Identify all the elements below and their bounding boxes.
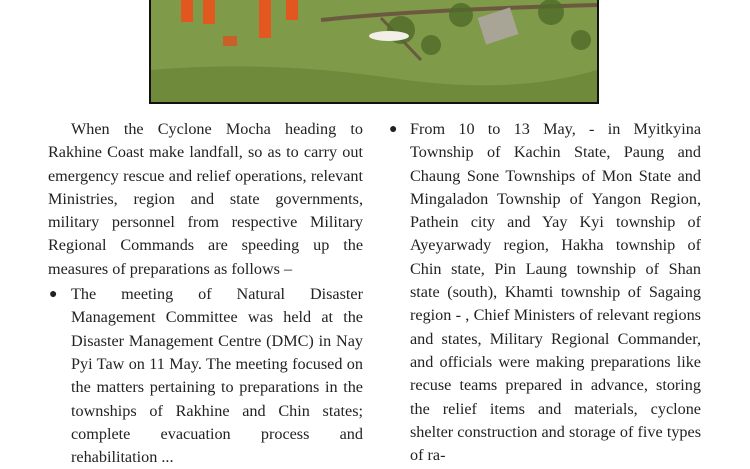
list-item [48,283,363,469]
bullet-text: The meeting of Natural Disaster Management Committee was held at the Disaster Management Centre (DMC) in Nay Pyi Taw on 11 May. The meeting focused on the matters pertaining to preparations in the townships of Rakhine and Chin states; complete evacuation process and rehabilitation ... [71,285,363,467]
photo-scene [151,0,597,102]
bullet-icon: ● [389,122,398,137]
right-column [388,118,701,467]
bullet-icon: ● [49,287,58,303]
left-column [48,118,363,469]
rescue-drill-photo [149,0,599,104]
bullet-text: From 10 to 13 May, - in Myitkyina Township of Kachin State, Paung and Chaung Sone Townships of Mon State and Mingaladon Township of Yangon Region, Pathein city and Yay Kyi township of Ayeyarwady region, Hakha township of Chin state, Pin Laung township of Shan state (south), Khamti township of Sagaing region - , Chief Ministers of relevant regions and states, Military Regional Commander, and officials were making preparations like recuse teams prepared in advance, storing the relief items and materials, cyclone shelter construction and storage of five types of ra- [410,120,701,465]
intro-paragraph: When the Cyclone Mocha heading to Rakhine Coast make landfall, so as to carry out emergency rescue and relief operations, relevant Ministries, region and state governments, military personnel from respective Military Regional Commands are speeding up the measures of preparations as follows – [48,120,363,278]
list-item [388,118,701,467]
